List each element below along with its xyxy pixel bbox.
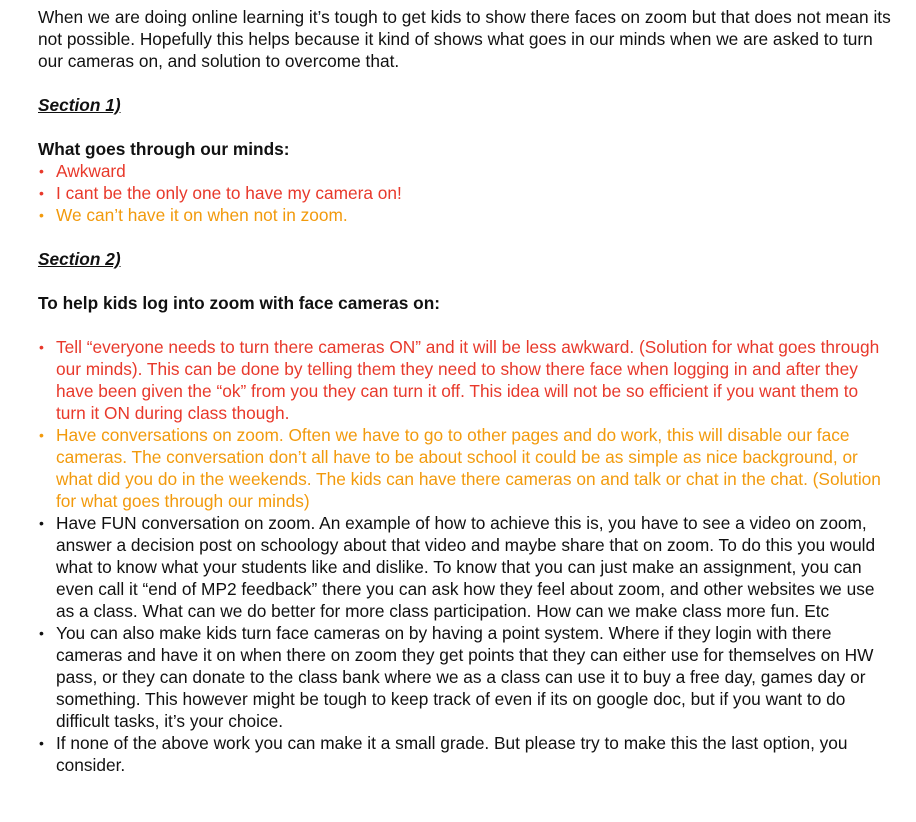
bullet-icon: • bbox=[39, 735, 44, 751]
section-1-title: Section 1) bbox=[38, 95, 121, 115]
list-item bbox=[38, 622, 892, 732]
bullet-icon: • bbox=[39, 207, 44, 223]
list-item bbox=[38, 336, 892, 424]
spacer bbox=[38, 116, 892, 138]
list-item bbox=[38, 160, 892, 182]
section-1-list bbox=[38, 160, 892, 226]
spacer bbox=[38, 314, 892, 336]
section-2-list bbox=[38, 336, 892, 776]
list-item-text: Awkward bbox=[56, 161, 126, 181]
list-item-text: Have FUN conversation on zoom. An example of how to achieve this is, you have to see a video on zoom, answer a decision post on schoology about that video and maybe share that on zoom. To do this you would what to know what your students like and dislike. To know that you can just make an assignment, you can even call it “end of MP2 feedback” there you can ask how they feel about zoom, and other websites we use as a class. What can we do better for more class participation. How can we make class more fun. Etc bbox=[56, 513, 876, 621]
intro-paragraph: When we are doing online learning it’s tough to get kids to show there faces on zoom but that does not mean its not possible. Hopefully this helps because it kind of shows what goes in our minds when we are asked to turn our cameras on, and solution to overcome that. bbox=[38, 7, 891, 71]
list-item bbox=[38, 512, 892, 622]
spacer bbox=[38, 270, 892, 292]
list-item-text: You can also make kids turn face cameras on by having a point system. Where if they login with there cameras and have it on when there on zoom they get points that they can either use for themselves on HW pass, or they can donate to the class bank where we as a class can use it to buy a free day, games day or something. This however might be tough to keep track of even if its on google doc, but if you want to do difficult tasks, it’s your choice. bbox=[56, 623, 874, 731]
list-item-text: I cant be the only one to have my camera on! bbox=[56, 183, 402, 203]
spacer bbox=[38, 226, 892, 248]
list-item bbox=[38, 182, 892, 204]
list-item bbox=[38, 424, 892, 512]
bullet-icon: • bbox=[39, 427, 44, 443]
list-item bbox=[38, 732, 892, 776]
list-item bbox=[38, 204, 892, 226]
list-item-text: Have conversations on zoom. Often we have to go to other pages and do work, this will disable our face cameras. The conversation don’t all have to be about school it could be as simple as nice background, or what did you do in the weekends. The kids can have there cameras on and talk or chat in the chat. (Solution for what goes through our minds) bbox=[56, 425, 881, 511]
bullet-icon: • bbox=[39, 625, 44, 641]
list-item-text: If none of the above work you can make it a small grade. But please try to make this the last option, you consider. bbox=[56, 733, 848, 775]
bullet-icon: • bbox=[39, 339, 44, 355]
section-2-title: Section 2) bbox=[38, 249, 121, 269]
bullet-icon: • bbox=[39, 515, 44, 531]
bullet-icon: • bbox=[39, 185, 44, 201]
list-item-text: Tell “everyone needs to turn there cameras ON” and it will be less awkward. (Solution for what goes through our minds). This can be done by telling them they need to show there face when logging in and after they have been given the “ok” from you they can turn it off. This idea will not be so efficient if you want them to turn it ON during class though. bbox=[56, 337, 880, 423]
list-item-text: We can’t have it on when not in zoom. bbox=[56, 205, 348, 225]
section-2-heading: To help kids log into zoom with face cameras on: bbox=[38, 293, 440, 313]
spacer bbox=[38, 72, 892, 94]
section-1-heading: What goes through our minds: bbox=[38, 139, 290, 159]
bullet-icon: • bbox=[39, 163, 44, 179]
